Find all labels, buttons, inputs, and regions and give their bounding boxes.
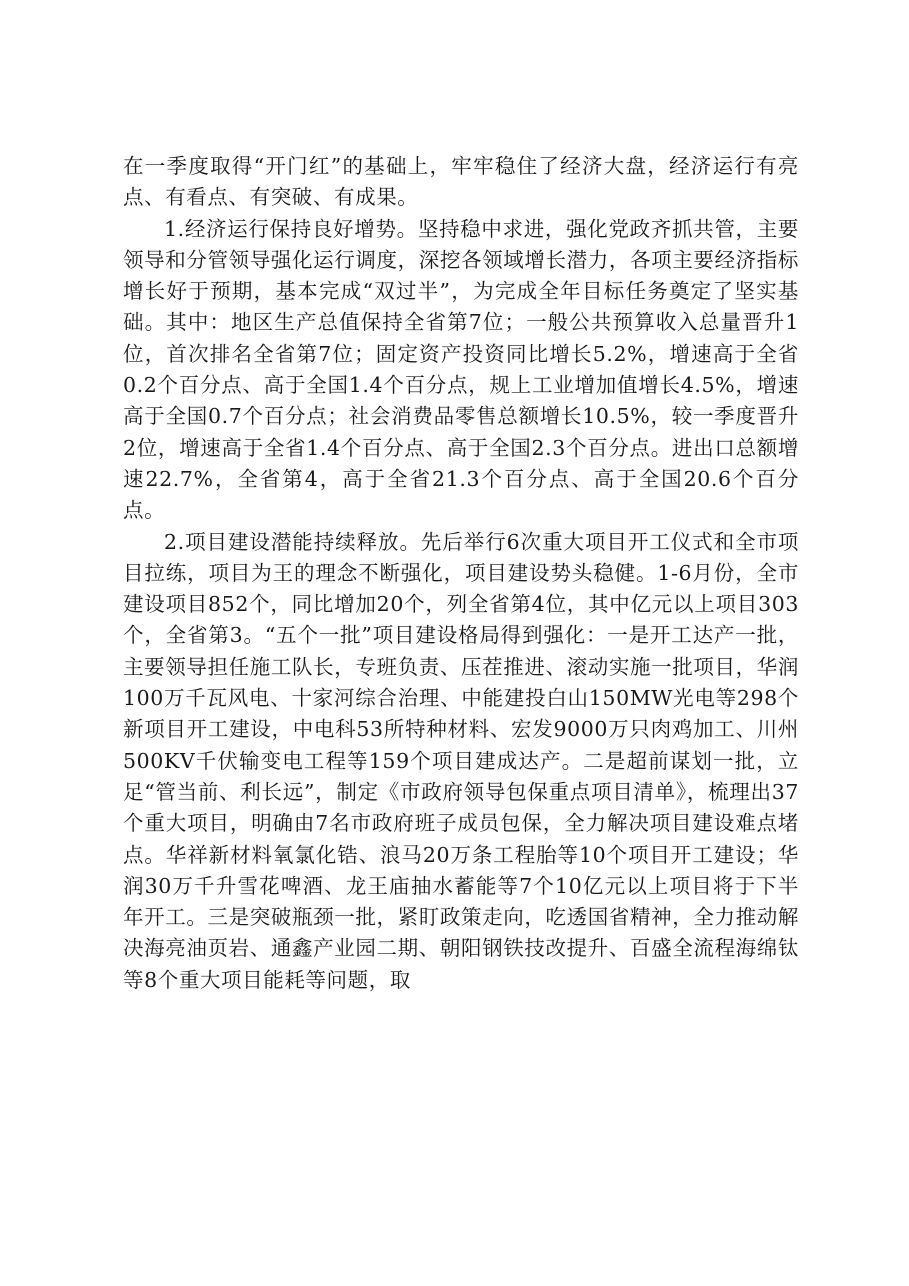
- document-page: [123, 151, 799, 996]
- paragraph-economic-growth: 1.经济运行保持良好增势。坚持稳中求进，强化党政齐抓共管，主要领导和分管领导强化运行调度，深挖各领域增长潜力，各项主要经济指标增长好于预期，基本完成“双过半”，为完成全年目标任务奠定了坚实基础。其中：地区生产总值保持全省第7位；一般公共预算收入总量晋升1位，首次排名全省第7位；固定资产投资同比增长5.2%，增速高于全省0.2个百分点、高于全国1.4个百分点，规上工业增加值增长4.5%，增速高于全国0.7个百分点；社会消费品零售总额增长10.5%，较一季度晋升2位，增速高于全省1.4个百分点、高于全国2.3个百分点。进出口总额增速22.7%，全省第4，高于全省21.3个百分点、高于全国20.6个百分点。: [123, 216, 799, 523]
- paragraph-project-construction: 2.项目建设潜能持续释放。先后举行6次重大项目开工仪式和全市项目拉练，项目为王的理念不断强化，项目建设势头稳健。1-6月份，全市建设项目852个，同比增加20个，列全省第4位，其中亿元以上项目303个，全省第3。“五个一批”项目建设格局得到强化：一是开工达产一批，主要领导担任施工队长，专班负责、压茬推进、滚动实施一批项目，华润100万千瓦风电、十家河综合治理、中能建投白山150MW光电等298个新项目开工建设，中电科53所特种材料、宏发9000万只肉鸡加工、川州500KV千伏输变电工程等159个项目建成达产。二是超前谋划一批，立足“管当前、利长远”，制定《市政府领导包保重点项目清单》，梳理出37个重大项目，明确由7名市政府班子成员包保，全力解决项目建设难点堵点。华祥新材料氧氯化锆、浪马20万条工程胎等10个项目开工建设；华润30万千升雪花啤酒、龙王庙抽水蓄能等7个10亿元以上项目将于下半年开工。三是突破瓶颈一批，紧盯政策走向，吃透国省精神，全力推动解决海亮油页岩、通鑫产业园二期、朝阳钢铁技改提升、百盛全流程海绵钛等8个重大项目能耗等问题，取: [123, 529, 799, 992]
- paragraph-continuation: 在一季度取得“开门红”的基础上，牢牢稳住了经济大盘，经济运行有亮点、有看点、有突破、有成果。: [123, 154, 799, 210]
